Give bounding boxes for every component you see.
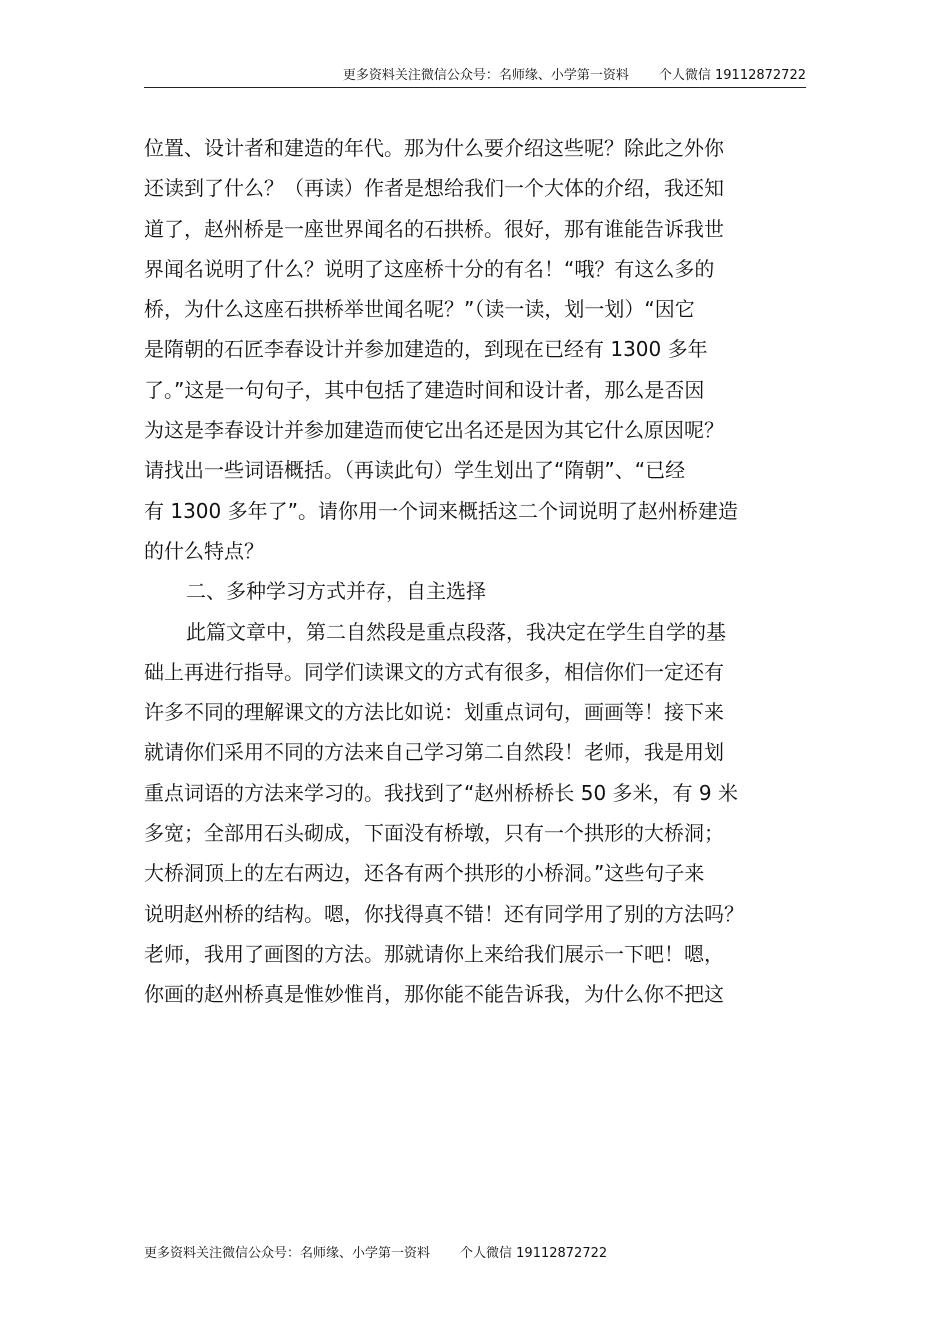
text-line: 此篇文章中，第二自然段是重点段落，我决定在学生自学的基	[186, 619, 726, 644]
header-contact-text: 个人微信 19112872722	[658, 68, 806, 83]
text-line: 了。”这是一句句子，其中包括了建造时间和设计者，那么是否因	[144, 377, 705, 402]
text-line: 桥，为什么这座石拱桥举世闻名呢？”（读一读，划一划）“因它	[144, 297, 695, 322]
text-line: 道了，赵州桥是一座世界闻名的石拱桥。很好，那有谁能告诉我世	[144, 216, 724, 241]
document-body	[144, 128, 808, 1015]
text-line: 多宽；全部用石头砌成，下面没有桥墩，只有一个拱形的大桥洞；	[144, 821, 724, 846]
text-line: 有 1300 多年了”。请你用一个词来概括这二个词说明了赵州桥建造	[144, 498, 738, 523]
header-divider	[144, 87, 806, 88]
text-line: 础上再进行指导。同学们读课文的方式有很多，相信你们一定还有	[144, 659, 724, 684]
page-footer	[144, 1243, 607, 1265]
text-line: 还读到了什么？（再读）作者是想给我们一个大体的介绍，我还知	[144, 176, 724, 201]
text-line: 就请你们采用不同的方法来自己学习第二自然段！老师，我是用划	[144, 740, 724, 765]
text-line: 许多不同的理解课文的方法比如说：划重点词句，画画等！接下来	[144, 700, 724, 725]
text-line: 你画的赵州桥真是惟妙惟肖，那你能不能告诉我，为什么你不把这	[144, 982, 724, 1007]
footer-contact-text: 个人微信 19112872722	[460, 1246, 608, 1261]
text-line: 老师，我用了画图的方法。那就请你上来给我们展示一下吧！嗯，	[144, 941, 724, 966]
header-source-text: 更多资料关注微信公众号：名师缘、小学第一资料	[342, 68, 629, 83]
page-header	[144, 66, 806, 86]
text-line: 说明赵州桥的结构。嗯，你找得真不错！还有同学用了别的方法吗？	[144, 901, 744, 926]
text-line: 是隋朝的石匠李春设计并参加建造的，到现在已经有 1300 多年	[144, 337, 708, 362]
text-line: 请找出一些词语概括。（再读此句）学生划出了“隋朝”、“已经	[144, 458, 686, 483]
text-line: 大桥洞顶上的左右两边，还各有两个拱形的小桥洞。”这些句子来	[144, 861, 705, 886]
footer-source-text: 更多资料关注微信公众号：名师缘、小学第一资料	[144, 1246, 431, 1261]
section-heading: 二、多种学习方式并存，自主选择	[186, 579, 486, 604]
text-line: 位置、设计者和建造的年代。那为什么要介绍这些呢？除此之外你	[144, 136, 724, 160]
text-line: 为这是李春设计并参加建造而使它出名还是因为其它什么原因呢？	[144, 418, 724, 443]
text-line: 界闻名说明了什么？说明了这座桥十分的有名！“哦？有这么多的	[144, 256, 715, 281]
text-line: 的什么特点？	[144, 538, 264, 563]
text-line: 重点词语的方法来学习的。我找到了“赵州桥桥长 50 多米，有 9 米	[144, 780, 738, 805]
